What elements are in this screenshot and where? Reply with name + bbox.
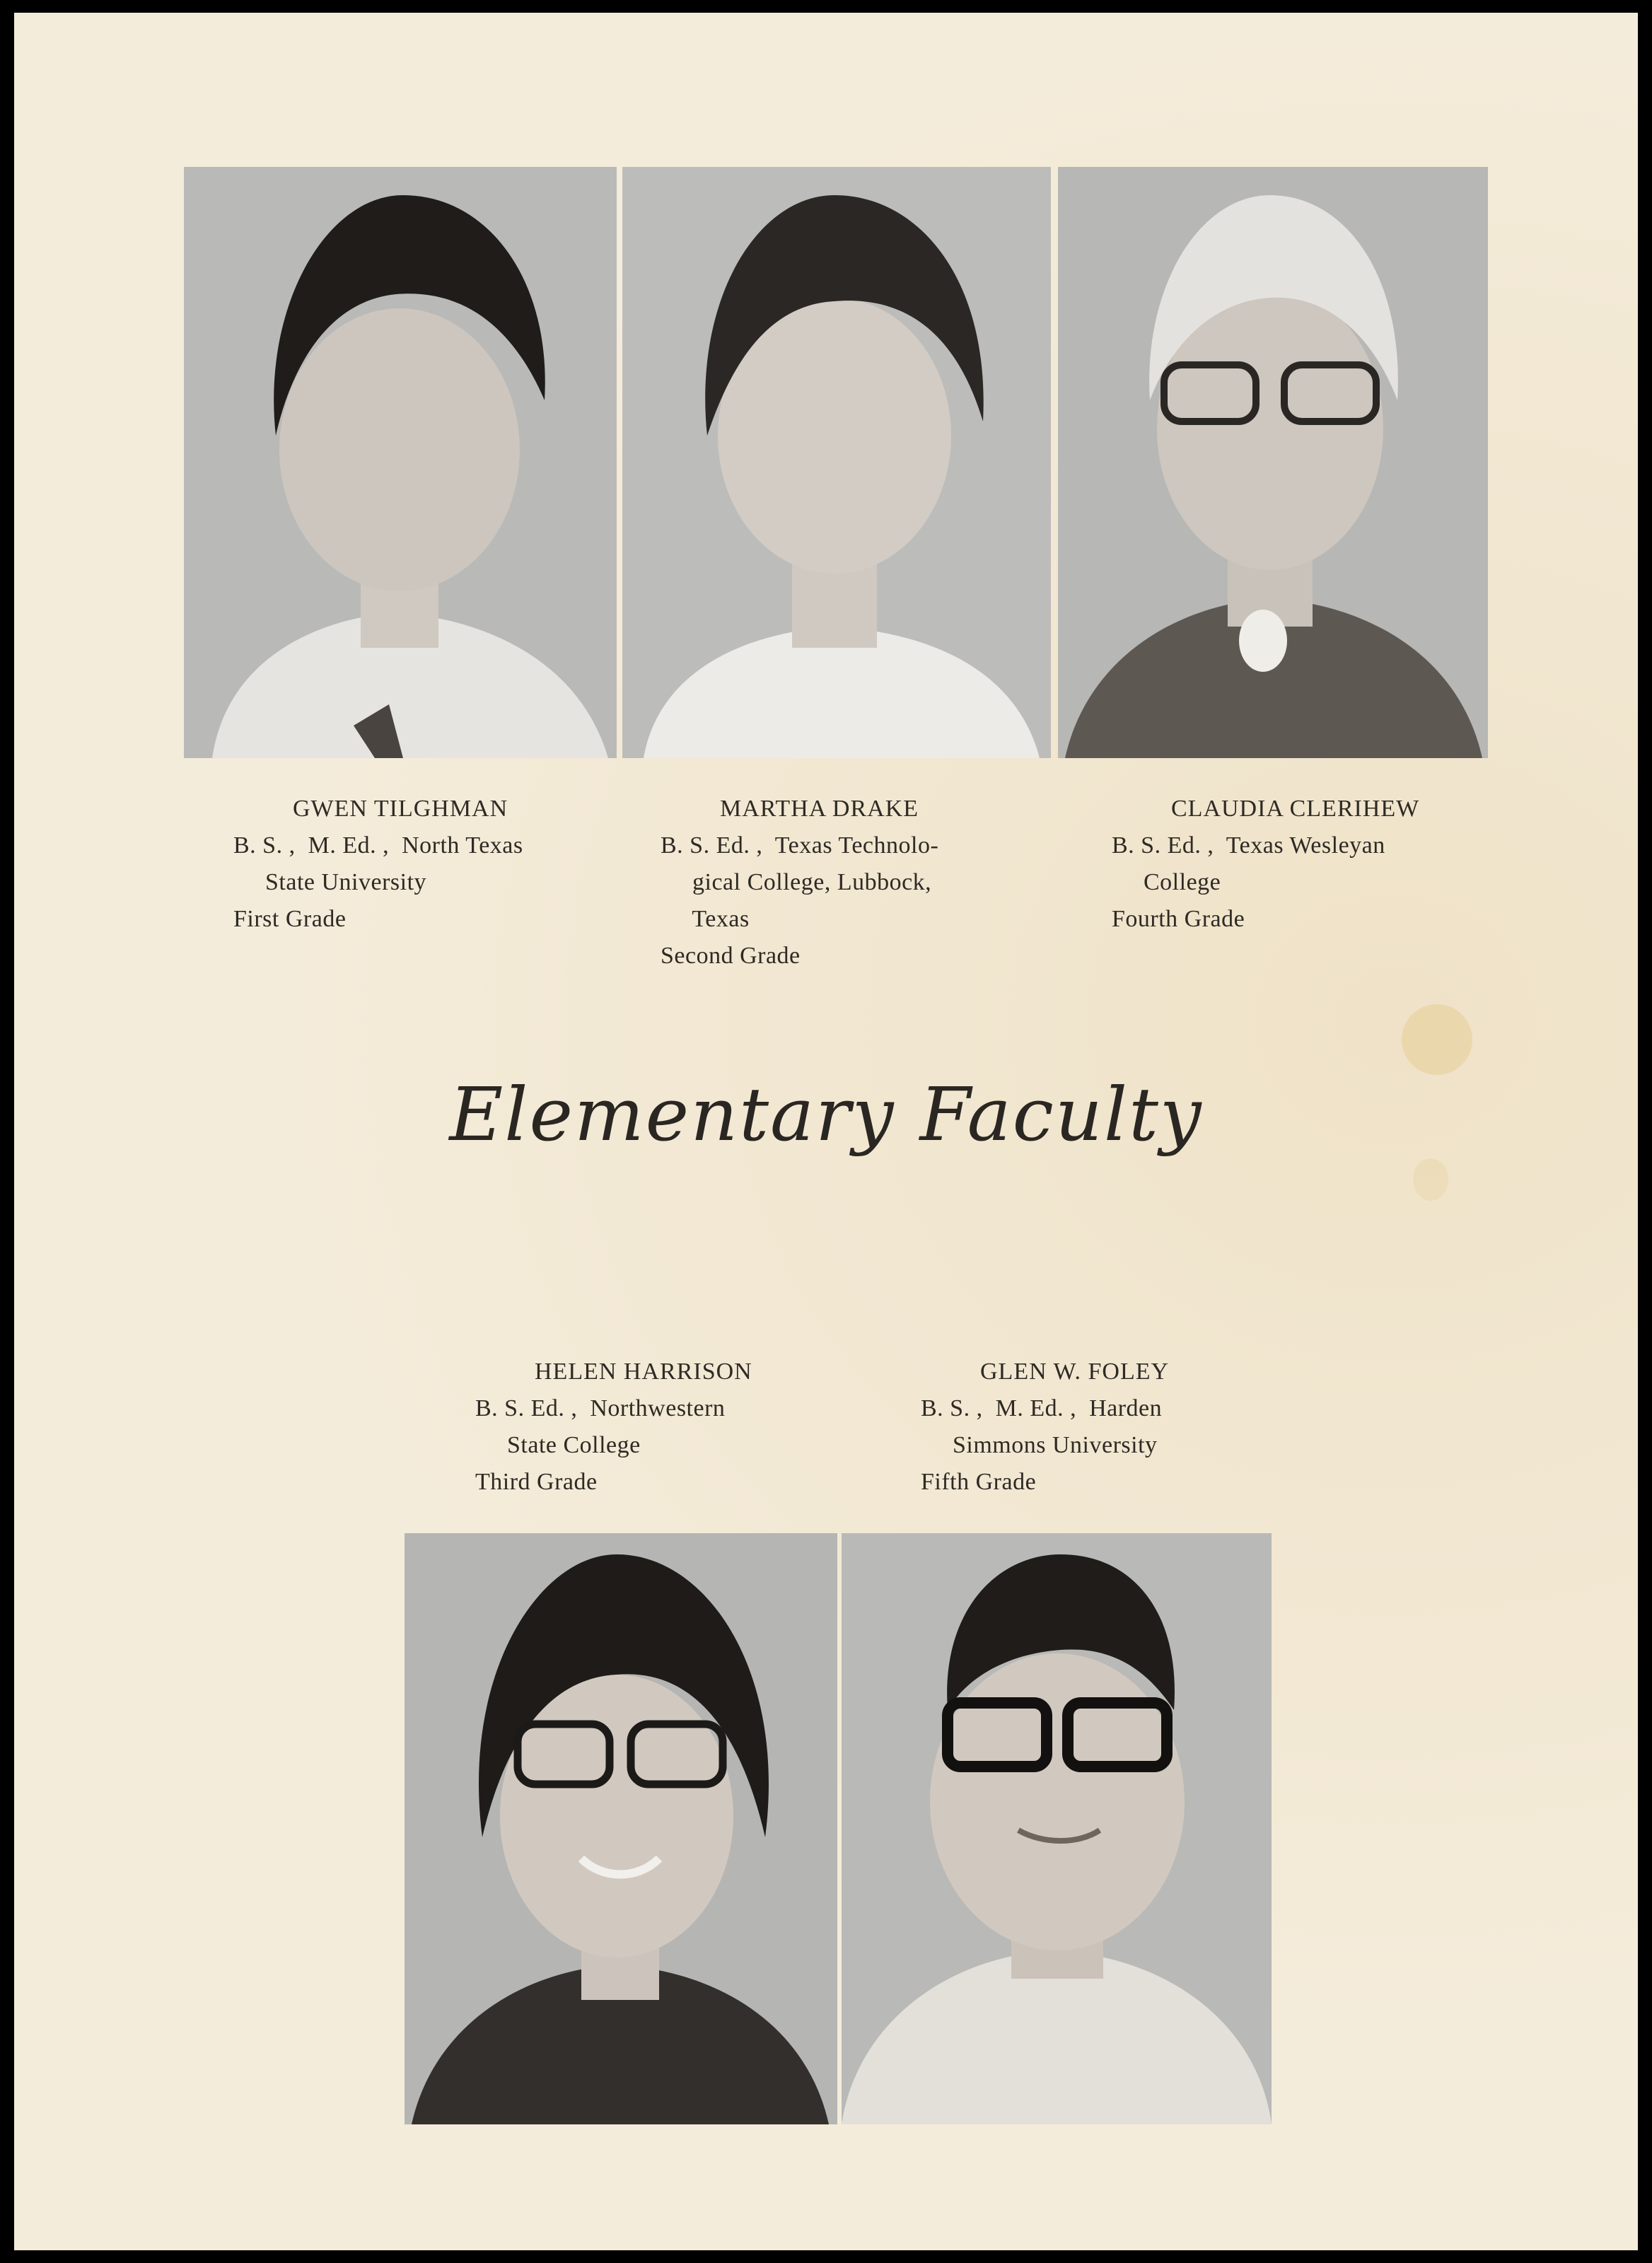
faculty-photo-glen-foley <box>842 1533 1272 2124</box>
faculty-credential: B. S. , M. Ed. , Harden <box>921 1395 1163 1421</box>
faculty-grade: First Grade <box>233 906 347 932</box>
faculty-photo-claudia-clerihew <box>1058 167 1488 758</box>
faculty-grade: Fifth Grade <box>921 1469 1037 1495</box>
faculty-credential: Texas <box>661 906 750 932</box>
faculty-credential: B. S. Ed. , Northwestern <box>475 1395 726 1421</box>
faculty-caption <box>233 791 523 938</box>
faculty-grade: Fourth Grade <box>1112 906 1245 932</box>
faculty-photo-gwen-tilghman <box>184 167 617 758</box>
faculty-grade: Third Grade <box>475 1469 598 1495</box>
faculty-credential: B. S. Ed. , Texas Wesleyan <box>1112 832 1385 859</box>
faculty-name: GWEN TILGHMAN <box>293 796 508 822</box>
faculty-name: HELEN HARRISON <box>535 1359 752 1385</box>
faculty-photo-helen-harrison <box>405 1533 837 2124</box>
faculty-credential: State College <box>475 1432 641 1458</box>
faculty-grade: Second Grade <box>661 943 801 969</box>
faculty-name: MARTHA DRAKE <box>720 796 919 822</box>
faculty-credential: B. S. Ed. , Texas Technolo- <box>661 832 939 859</box>
faculty-name: CLAUDIA CLERIHEW <box>1171 796 1420 822</box>
faculty-credential: Simmons University <box>921 1432 1158 1458</box>
paper-stain <box>1402 1004 1472 1075</box>
faculty-credential: State University <box>233 869 427 895</box>
faculty-photo-martha-drake <box>622 167 1051 758</box>
faculty-caption <box>661 791 938 975</box>
faculty-credential: B. S. , M. Ed. , North Texas <box>233 832 523 859</box>
faculty-caption <box>921 1354 1169 1501</box>
faculty-caption <box>1112 791 1419 938</box>
faculty-credential: College <box>1112 869 1221 895</box>
page-title: Elementary Faculty <box>449 1071 1203 1158</box>
faculty-credential: gical College, Lubbock, <box>661 869 932 895</box>
faculty-caption <box>475 1354 752 1501</box>
paper-stain <box>1413 1158 1448 1201</box>
faculty-name: GLEN W. FOLEY <box>980 1359 1170 1385</box>
